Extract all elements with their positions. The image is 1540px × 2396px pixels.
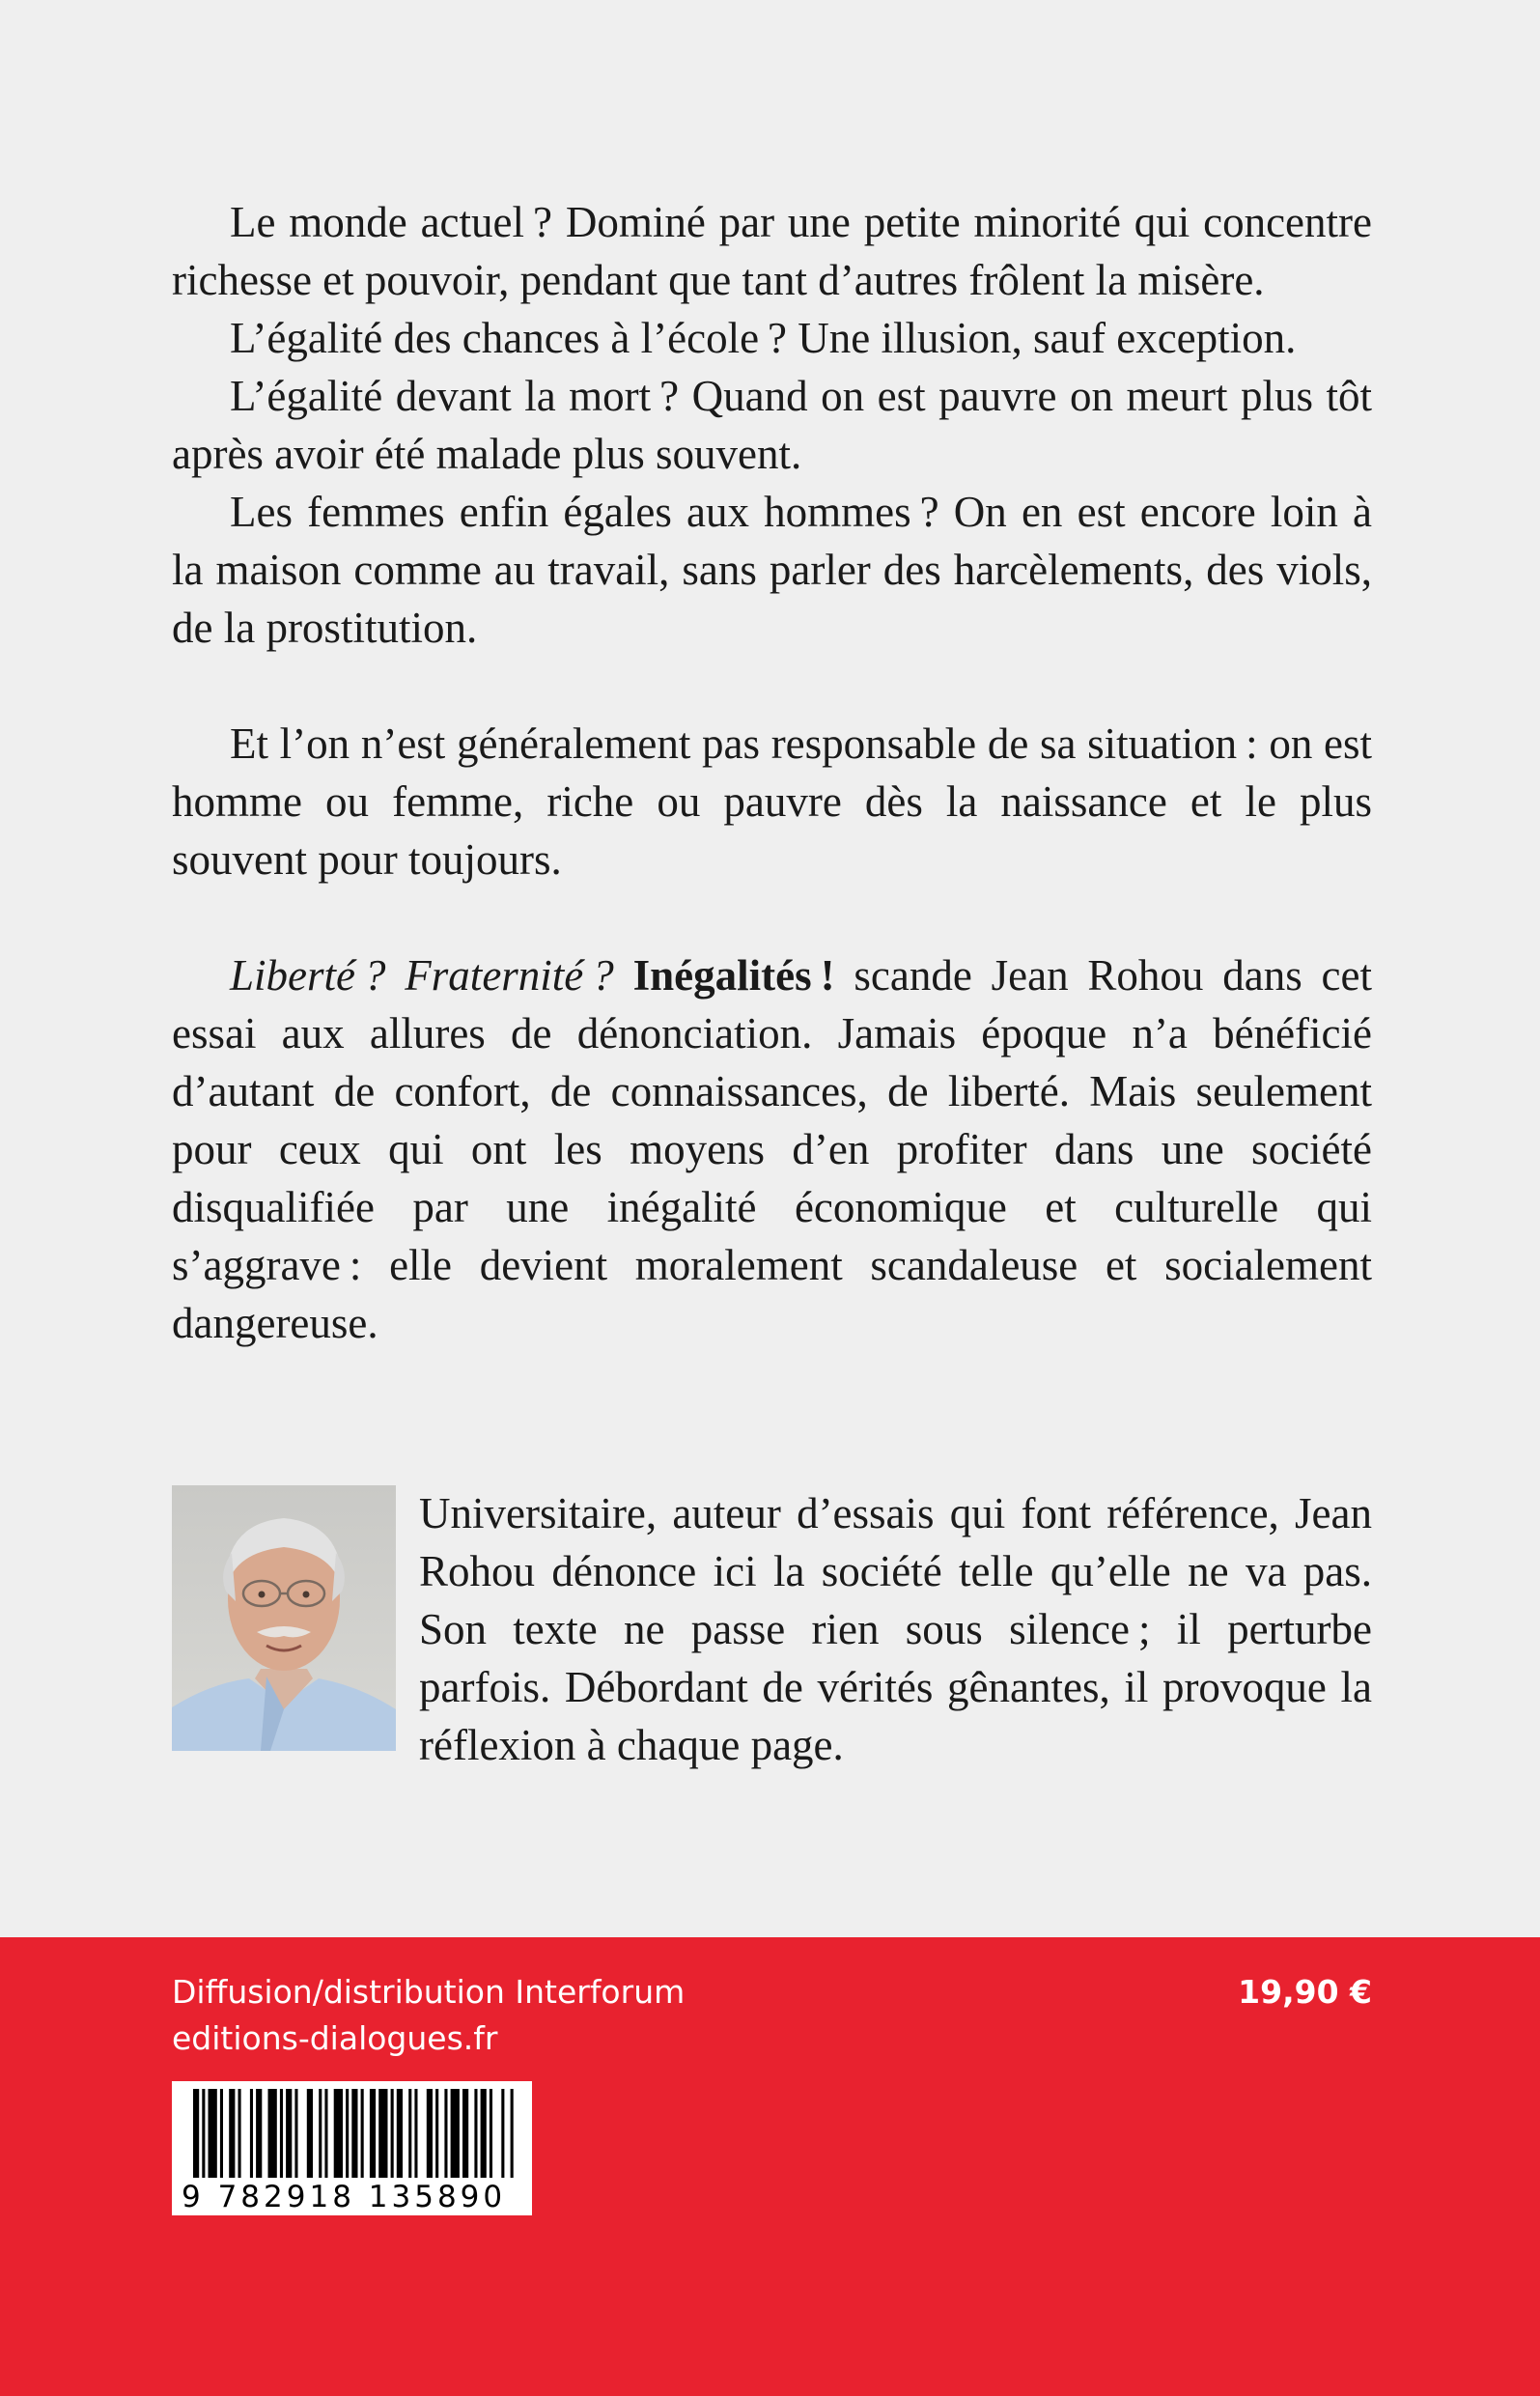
barcode-bar (361, 2089, 364, 2178)
blurb-italic-phrase: Liberté ? Fraternité ? (230, 951, 614, 1000)
blurb-paragraph-6 (172, 946, 1372, 1352)
barcode-bar (193, 2089, 199, 2178)
author-bio: Universitaire, auteur d’essais qui font référence, Jean Rohou dénonce ici la société telle qu’elle ne va pas. Son texte ne passe rien sous silence ; il perturbe parfois. Débordant de vérités gênantes, il provoque la réflexion à chaque page. (419, 1489, 1372, 1769)
barcode-bar (474, 2089, 477, 2178)
barcode-bar (280, 2089, 283, 2178)
publisher-website: editions-dialogues.fr (172, 2019, 498, 2057)
back-cover-blurb (172, 193, 1372, 1352)
barcode-bar (238, 2089, 241, 2178)
barcode-bar (462, 2089, 468, 2178)
barcode-bar (334, 2089, 343, 2178)
distribution-line: Diffusion/distribution Interforum (172, 1973, 686, 2011)
barcode-bar (351, 2089, 357, 2178)
barcode-bar (511, 2089, 514, 2178)
author-block (172, 1484, 1372, 1774)
footer-band (0, 1937, 1540, 2396)
barcode-bar (378, 2089, 387, 2178)
barcode-bar (268, 2089, 277, 2178)
blurb-paragraph-5: Et l’on n’est généralement pas responsable de sa situation : on est homme ou femme, riche ou pauvre dès la naissance et le plus souvent pour toujours. (172, 719, 1372, 884)
barcode-bar (346, 2089, 349, 2178)
blurb-paragraph-1: Le monde actuel ? Dominé par une petite minorité qui concentre richesse et pouvoir, pendant que tant d’autres frôlent la misère. (172, 198, 1372, 304)
barcode-bar (202, 2089, 205, 2178)
barcode-bar (209, 2089, 217, 2178)
barcode-bar (319, 2089, 322, 2178)
barcode-bar (250, 2089, 253, 2178)
barcode-bar (220, 2089, 223, 2178)
barcode-bar (397, 2089, 403, 2178)
barcode-bar (444, 2089, 447, 2178)
barcode-bar (490, 2089, 492, 2178)
blurb-paragraph-2: L’égalité des chances à l’école ? Une illusion, sauf exception. (230, 314, 1297, 362)
barcode-bar (391, 2089, 394, 2178)
blurb-paragraph-6-text: scande Jean Rohou dans cet essai aux allures de dénonciation. Jamais époque n’a bénéficié d’autant de confort, de connaissances, de liberté. Mais seulement pour ceux qui ont les moyens d’en profiter dans une société disqualifiée par une inégalité économique et culturelle qui s’aggrave : elle devient moralement scandaleuse et socialement dangereuse. (172, 951, 1372, 1347)
price: 19,90 € (1238, 1973, 1372, 2011)
barcode-bar (294, 2089, 297, 2178)
blurb-paragraph-4: Les femmes enfin égales aux hommes ? On en est encore loin à la maison comme au travail, sans parler des harcèlements, des viols, de la prostitution. (172, 488, 1372, 652)
barcode-bar (451, 2089, 460, 2178)
barcode-bar (229, 2089, 235, 2178)
blurb-paragraph-3: L’égalité devant la mort ? Quand on est pauvre on meurt plus tôt après avoir été malade plus souvent. (172, 372, 1372, 478)
barcode-bar (324, 2089, 327, 2178)
barcode-bar (501, 2089, 504, 2178)
isbn-barcode (172, 2081, 532, 2215)
author-portrait (172, 1485, 396, 1751)
barcode-bar (256, 2089, 262, 2178)
barcode-bar (370, 2089, 376, 2178)
barcode-bar (307, 2089, 313, 2178)
barcode-bars (172, 2081, 532, 2178)
barcode-bar (435, 2089, 438, 2178)
book-title-inline: Inégalités ! (632, 951, 835, 1000)
isbn-digits: 9 782918 135890 (182, 2180, 507, 2214)
barcode-bar (427, 2089, 433, 2178)
barcode-bar (481, 2089, 487, 2178)
barcode-bar (408, 2089, 411, 2178)
barcode-bar (286, 2089, 292, 2178)
barcode-bar (414, 2089, 417, 2178)
